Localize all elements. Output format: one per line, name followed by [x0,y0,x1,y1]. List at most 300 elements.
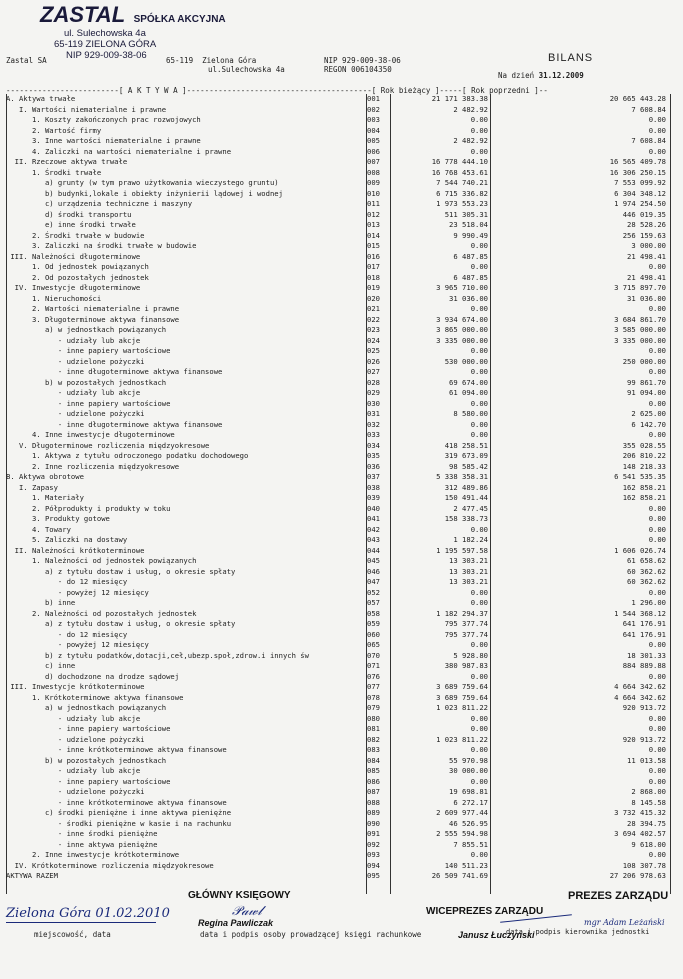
company-stamp [40,2,226,61]
stamp-brand: ZASTAL [40,2,126,27]
row-current-year: 0.00 [470,367,488,376]
row-code: 077 [367,682,380,691]
row-label: - do 12 miesięcy [6,629,128,639]
table-row [6,294,676,305]
row-previous-year: 0.00 [648,671,666,681]
row-previous-year: 0.00 [648,115,666,124]
row-previous-year: 61 658.62 [627,556,666,565]
row-previous-year: 0.00 [648,514,666,523]
balance-date [498,71,584,80]
row-label: b) budynki,lokale i obiekty inżynierii lądowej i wodnej [6,188,283,198]
row-label: II. Należności krótkoterminowe [6,545,145,555]
row-previous-year: 6 541 535.35 [614,472,666,481]
row-previous-year: 148 218.33 [622,461,666,471]
row-current-year: 3 934 674.00 [436,314,488,324]
row-code: 093 [367,850,380,859]
row-label: III. Inwestycje krótkoterminowe [6,682,145,691]
row-code: 009 [367,178,380,187]
row-code: 057 [367,598,380,607]
table-row [6,262,676,273]
row-code: 094 [367,860,380,870]
row-current-year: 13 303.21 [449,566,488,576]
row-label: b) w pozostałych jednostkach [6,377,167,387]
row-code: 028 [367,377,380,387]
row-current-year: 0.00 [470,745,488,754]
president-name: mgr Adam Leżański [584,918,665,927]
table-row [6,136,676,147]
row-code: 090 [367,818,380,828]
row-previous-year: 20 665 443.28 [609,94,666,103]
row-code: 078 [367,692,380,702]
row-label: - inne krótkoterminowe aktywa finansowe [6,797,227,807]
row-current-year: 2 482.92 [453,136,488,145]
row-code: 005 [367,136,380,145]
table-row [6,199,676,210]
row-previous-year: 4 664 342.62 [614,682,666,691]
row-label: IV. Krótkoterminowe rozliczenia międzyokresowe [6,860,214,870]
table-row [6,409,676,420]
row-previous-year: 0.00 [648,262,666,271]
row-code: 027 [367,367,380,376]
row-code: 059 [367,619,380,628]
table-row [6,829,676,840]
row-previous-year: 256 159.63 [622,230,666,240]
row-label: 1. Materiały [6,493,84,502]
table-row [6,850,676,861]
header-nip: NIP 929-009-38-06 [324,56,401,65]
row-previous-year: 0.00 [648,146,666,156]
row-label: e) inne środki trwałe [6,220,136,229]
row-current-year: 1 195 597.58 [436,545,488,555]
row-previous-year: 0.00 [648,346,666,355]
table-row [6,126,676,137]
row-current-year: 380 987.83 [444,661,488,670]
row-previous-year: 18 301.33 [627,650,666,660]
chief-accountant-signature: 𝒫𝒶𝓌𝓁 [232,904,262,919]
row-code: 034 [367,440,380,450]
row-previous-year: 1 544 368.12 [614,608,666,618]
row-current-year: 319 673.09 [444,451,488,460]
row-label: B. Aktywa obrotowe [6,472,84,481]
row-previous-year: 250 000.00 [622,356,666,366]
row-previous-year: 28 528.26 [627,220,666,229]
table-row [6,819,676,830]
row-previous-year: 0.00 [648,713,666,723]
table-row [6,472,676,483]
row-code: 013 [367,220,380,229]
row-previous-year: 641 176.91 [622,629,666,639]
row-previous-year: 16 306 250.15 [609,167,666,177]
row-previous-year: 2 868.00 [631,787,666,796]
row-code: 018 [367,272,380,282]
row-previous-year: 3 335 000.00 [614,335,666,345]
row-label: - udzielone pożyczki [6,409,145,418]
row-current-year: 16 768 453.61 [431,167,488,177]
row-code: 045 [367,556,380,565]
row-previous-year: 1 974 254.50 [614,199,666,208]
table-row [6,682,676,693]
document-title: BILANS [548,52,594,64]
row-current-year: 7 544 740.21 [436,178,488,187]
row-code: 095 [367,871,380,880]
row-previous-year: 108 307.78 [622,860,666,870]
row-current-year: 158 338.73 [444,514,488,523]
row-label: 2. Inne inwestycje krótkoterminowe [6,850,180,859]
row-label: A. Aktywa trwałe [6,94,76,103]
row-current-year: 0.00 [470,262,488,271]
table-row [6,619,676,630]
row-previous-year: 3 715 897.70 [614,283,666,292]
row-previous-year: 99 861.70 [627,377,666,387]
row-current-year: 6 487.85 [453,251,488,261]
row-code: 086 [367,776,380,786]
row-code: 014 [367,230,380,240]
row-previous-year: 446 019.35 [622,209,666,219]
row-code: 036 [367,461,380,471]
row-previous-year: 7 608.84 [631,136,666,145]
row-previous-year: 0.00 [648,125,666,135]
row-current-year: 418 258.51 [444,440,488,450]
row-current-year: 3 689 759.64 [436,682,488,691]
row-label: - inne długoterminowe aktywa finansowe [6,367,223,376]
row-current-year: 530 000.00 [444,356,488,366]
row-code: 070 [367,650,380,660]
row-label: 1. Krótkoterminowe aktywa finansowe [6,692,184,702]
row-current-year: 13 303.21 [449,577,488,586]
row-previous-year: 0.00 [648,850,666,859]
row-code: 088 [367,797,380,807]
row-previous-year: 7 553 099.92 [614,178,666,187]
row-previous-year: 162 858.21 [622,493,666,502]
row-previous-year: 355 028.55 [622,440,666,450]
table-row [6,210,676,221]
row-label: - inne papiery wartościowe [6,776,171,786]
row-current-year: 16 778 444.10 [431,157,488,166]
row-previous-year: 3 694 402.57 [614,829,666,838]
header-company: Zastal SA [6,56,47,65]
row-code: 002 [367,104,380,114]
row-label: - udziały lub akcje [6,388,141,397]
row-code: 035 [367,451,380,460]
row-current-year: 3 965 710.00 [436,283,488,292]
row-label: V. Długoterminowe rozliczenia międzyokresowe [6,440,210,450]
table-row [6,661,676,672]
row-code: 032 [367,419,380,429]
row-previous-year: 0.00 [648,503,666,513]
row-current-year: 0.00 [470,671,488,681]
row-label: a) z tytułu dostaw i usług, o okresie spłaty [6,619,236,628]
table-row [6,808,676,819]
table-row [6,105,676,116]
table-row [6,703,676,714]
row-label: - inne krótkoterminowe aktywa finansowe [6,745,227,754]
table-row [6,640,676,651]
row-code: 079 [367,703,380,712]
row-label: b) z tytułu podatków,dotacji,ceł,ubezp.społ,zdrow.i innych św [6,650,309,660]
table-row [6,451,676,462]
table-row [6,577,676,588]
row-current-year: 0.00 [470,125,488,135]
row-current-year: 3 689 759.64 [436,692,488,702]
row-current-year: 6 715 336.82 [436,188,488,198]
balance-date-value: 31.12.2009 [538,71,584,80]
row-label: III. Należności długoterminowe [6,251,141,261]
vice-president-stamp: WICEPREZES ZARZĄDU [426,906,544,917]
row-previous-year: 920 913.72 [622,703,666,712]
stamp-street: ul. Sulechowska 4a [64,28,146,39]
row-label: IV. Inwestycje długoterminowe [6,283,141,292]
row-code: 038 [367,482,380,492]
row-code: 024 [367,335,380,345]
row-label: - udziały lub akcje [6,766,141,775]
row-previous-year: 9 618.00 [631,839,666,849]
table-row [6,315,676,326]
row-label: - udziały lub akcje [6,335,141,345]
table-row [6,724,676,735]
row-label: - udzielone pożyczki [6,356,145,366]
row-label: b) w pozostałych jednostkach [6,755,167,765]
row-label: I. Wartości niematerialne i prawne [6,104,167,114]
row-current-year: 98 585.42 [449,461,488,471]
row-current-year: 0.00 [470,850,488,859]
balance-table [6,94,676,882]
table-row [6,871,676,882]
row-previous-year: 8 145.58 [631,797,666,807]
row-label: - udziały lub akcje [6,713,141,723]
table-row [6,189,676,200]
row-label: 2. Od pozostałych jednostek [6,272,149,282]
row-code: 039 [367,493,380,502]
row-code: 071 [367,661,380,670]
row-current-year: 0.00 [470,776,488,786]
row-label: - do 12 miesięcy [6,577,128,586]
row-code: 010 [367,188,380,198]
row-code: 003 [367,115,380,124]
row-code: 085 [367,766,380,775]
row-label: - środki pieniężne w kasie i na rachunku [6,818,232,828]
row-previous-year: 0.00 [648,398,666,408]
row-current-year: 69 674.00 [449,377,488,387]
row-code: 058 [367,608,380,618]
row-label: - inne środki pieniężne [6,829,158,838]
row-code: 060 [367,629,380,639]
row-label: a) w jednostkach powiązanych [6,703,167,712]
stamp-nip: NIP 929-009-38-06 [66,50,147,61]
row-previous-year: 1 606 026.74 [614,545,666,555]
table-row [6,672,676,683]
table-row [6,147,676,158]
table-row [6,220,676,231]
table-row [6,714,676,725]
row-code: 020 [367,293,380,303]
table-row [6,241,676,252]
row-current-year: 6 487.85 [453,272,488,282]
row-code: 012 [367,209,380,219]
row-current-year: 0.00 [470,398,488,408]
row-current-year: 1 182 294.37 [436,608,488,618]
row-previous-year: 27 206 978.63 [609,871,666,880]
table-row [6,693,676,704]
row-label: a) w jednostkach powiązanych [6,325,167,334]
table-row [6,231,676,242]
row-previous-year: 16 565 409.78 [609,157,666,166]
row-label: - inne aktywa pieniężne [6,839,158,849]
row-code: 046 [367,566,380,576]
table-row [6,630,676,641]
row-current-year: 2 609 977.44 [436,808,488,817]
row-code: 083 [367,745,380,754]
row-previous-year: 884 889.88 [622,661,666,670]
row-previous-year: 28 394.75 [627,818,666,828]
row-code: 026 [367,356,380,366]
row-current-year: 795 377.74 [444,629,488,639]
table-row [6,399,676,410]
row-previous-year: 0.00 [648,367,666,376]
row-previous-year: 162 858.21 [622,482,666,492]
row-code: 082 [367,734,380,744]
row-code: 087 [367,787,380,796]
row-label: 2. Środki trwałe w budowie [6,230,145,240]
row-previous-year: 4 664 342.62 [614,692,666,702]
table-row [6,525,676,536]
table-row [6,283,676,294]
row-current-year: 312 489.86 [444,482,488,492]
row-code: 033 [367,430,380,439]
row-current-year: 0.00 [470,524,488,534]
row-current-year: 1 182.24 [453,535,488,544]
row-current-year: 0.00 [470,587,488,597]
row-label: d) dochodzone na drodze sądowej [6,671,180,681]
row-current-year: 7 855.51 [453,839,488,849]
row-label: 5. Zaliczki na dostawy [6,535,128,544]
row-label: I. Zapasy [6,482,58,492]
row-previous-year: 0.00 [648,745,666,754]
row-current-year: 0.00 [470,146,488,156]
row-current-year: 13 303.21 [449,556,488,565]
row-current-year: 21 171 383.38 [431,94,488,103]
table-row [6,766,676,777]
place-date-underline [6,922,156,923]
table-row [6,514,676,525]
row-current-year: 1 023 811.22 [436,734,488,744]
table-row [6,462,676,473]
row-previous-year: 3 585 000.00 [614,325,666,334]
table-row [6,357,676,368]
table-row [6,546,676,557]
table-row [6,388,676,399]
table-row [6,430,676,441]
row-code: 040 [367,503,380,513]
chief-accountant-name: Regina Pawliczak [198,918,274,928]
row-previous-year: 2 625.00 [631,409,666,418]
table-row [6,304,676,315]
row-previous-year: 21 498.41 [627,272,666,282]
table-row [6,441,676,452]
row-code: 023 [367,325,380,334]
row-label: - inne papiery wartościowe [6,724,171,733]
row-current-year: 46 526.95 [449,818,488,828]
row-previous-year: 60 362.62 [627,577,666,586]
row-code: 041 [367,514,380,523]
table-row [6,378,676,389]
header-address-line2: ul.Sulechowska 4a [208,65,285,74]
table-row [6,787,676,798]
row-current-year: 0.00 [470,724,488,733]
row-code: 022 [367,314,380,324]
row-label: c) inne [6,661,76,670]
row-label: - inne papiery wartościowe [6,398,171,408]
row-previous-year: 21 498.41 [627,251,666,261]
table-row [6,367,676,378]
row-label: 3. Długoterminowe aktywa finansowe [6,314,180,324]
row-label: - powyżej 12 miesięcy [6,640,149,649]
row-label: c) urządzenia techniczne i maszyny [6,199,193,208]
row-code: 031 [367,409,380,418]
row-label: - udzielone pożyczki [6,787,145,796]
row-label: 2. Wartości niematerialne i prawne [6,304,180,313]
row-code: 017 [367,262,380,271]
row-label: 4. Towary [6,524,71,534]
row-previous-year: 206 810.22 [622,451,666,460]
row-code: 019 [367,283,380,292]
row-code: 047 [367,577,380,586]
table-row [6,588,676,599]
row-label: b) inne [6,598,76,607]
table-row [6,735,676,746]
row-previous-year: 6 304 348.12 [614,188,666,198]
table-row [6,598,676,609]
row-previous-year: 31 036.00 [627,293,666,303]
row-previous-year: 0.00 [648,430,666,439]
table-row [6,745,676,756]
vice-president-name: Janusz Łuczyński [458,930,535,940]
president-stamp: PREZES ZARZĄDU [568,890,669,902]
row-current-year: 5 928.80 [453,650,488,660]
row-current-year: 55 970.98 [449,755,488,765]
row-current-year: 61 094.00 [449,388,488,397]
row-label: - udzielone pożyczki [6,734,145,744]
row-current-year: 0.00 [470,430,488,439]
row-current-year: 5 338 358.31 [436,472,488,481]
row-code: 006 [367,146,380,156]
header-regon: REGON 006104350 [324,65,392,74]
row-label: 3. Inne wartości niematerialne i prawne [6,136,201,145]
table-row [6,556,676,567]
table-row [6,346,676,357]
row-current-year: 1 973 553.23 [436,199,488,208]
row-code: 076 [367,671,380,681]
table-row [6,861,676,872]
table-row [6,325,676,336]
row-current-year: 19 698.81 [449,787,488,796]
row-label: II. Rzeczowe aktywa trwałe [6,157,128,166]
row-previous-year: 0.00 [648,524,666,534]
stamp-city: 65-119 ZIELONA GÓRA [54,39,157,50]
row-current-year: 0.00 [470,346,488,355]
row-current-year: 795 377.74 [444,619,488,628]
row-label: 1. Środki trwałe [6,167,102,177]
row-previous-year: 0.00 [648,724,666,733]
row-code: 015 [367,241,380,250]
row-previous-year: 3 684 861.70 [614,314,666,324]
row-current-year: 0.00 [470,241,488,250]
row-label: 3. Zaliczki na środki trwałe w budowie [6,241,197,250]
row-current-year: 0.00 [470,115,488,124]
table-row [6,420,676,431]
row-label: 1. Od jednostek powiązanych [6,262,149,271]
row-code: 030 [367,398,380,408]
table-row [6,535,676,546]
